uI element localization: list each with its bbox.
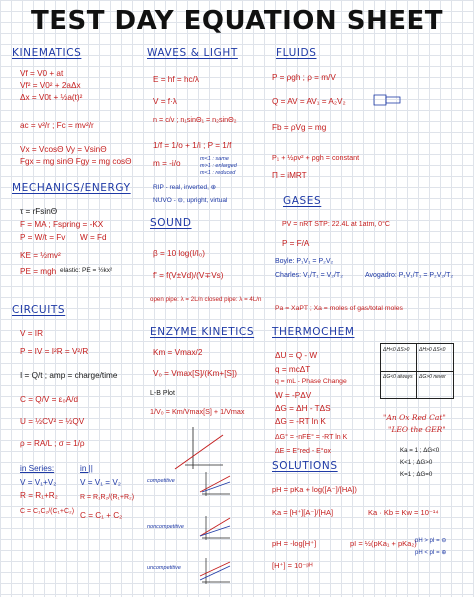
circuits-eq-5: U = ½CV² = ½QV [20, 417, 85, 426]
mechanics-eq-6: PE = mgh [20, 267, 57, 276]
enzyme-label-uncompetitive: uncompetitive [147, 565, 181, 571]
sound-eq-1: β = 10 log(I/I₀) [153, 249, 206, 258]
kinematics-eq-2: Vf² = V0² + 2aΔx [20, 81, 81, 90]
parallel-eq-2: R = R₁R₂/(R₁+R₂) [80, 494, 135, 501]
solutions-note-2: pH < pI = ⊕ [415, 550, 447, 556]
solutions-eq-3: Ka · Kb = Kw = 10⁻¹⁴ [368, 508, 439, 517]
section-enzyme: ENZYME KINETICS [150, 326, 255, 338]
solutions-eq-4: pH = -log[H⁺] [272, 539, 317, 548]
section-solutions: SOLUTIONS [272, 460, 338, 472]
waves-eq-2: V = f·λ [153, 97, 177, 106]
thermochem-eq-1: ΔU = Q - W [275, 351, 318, 360]
section-mechanics: MECHANICS/ENERGY [12, 182, 131, 194]
gases-eq-6: Pa = XaPT ; Xa = moles of gas/total moles [275, 305, 403, 312]
mechanics-eq-7: elastic: PE = ½kx² [60, 267, 113, 274]
gases-eq-1: PV = nRT STP: 22.4L at 1atm, 0°C [282, 221, 390, 228]
kinematics-eq-5: Vx = VcosΘ Vy = VsinΘ [20, 145, 107, 154]
circuits-eq-3: I = Q/t ; amp = charge/time [20, 371, 118, 380]
gases-eq-5: Avogadro: P₁V₁/T₁ = P₂V₂/T₂ [365, 272, 454, 279]
waves-note-1: m<1 : same [200, 156, 229, 162]
waves-eq-6: RIP - real, inverted, ⊕ [153, 184, 217, 191]
series-label: in Series: [20, 464, 55, 473]
parallel-label: in || [80, 464, 93, 473]
solutions-eq-2: Ka = [H⁺][A⁻]/[HA] [272, 508, 334, 517]
parallel-eq-3: C = C₁ + C₂ [80, 511, 123, 520]
enzyme-eq-1: Km = Vmax/2 [153, 348, 203, 357]
mechanics-eq-4: W = Fd [80, 233, 107, 242]
waves-eq-3: n = c/v ; n₁sinΘ₁ = n₂sinΘ₂ [153, 115, 237, 124]
circuits-eq-2: P = IV = I²R = V²/R [20, 347, 89, 356]
enzyme-label-competitive: competitive [147, 478, 175, 484]
circuits-eq-4: C = Q/V = ε₀A/d [20, 395, 79, 404]
section-gases: GASES [283, 195, 322, 207]
section-fluids: FLUIDS [276, 47, 317, 59]
thermochem-eq-2: q = mcΔT [275, 365, 311, 374]
enzyme-eq-4: 1/V₀ = Km/Vmax[S] + 1/Vmax [150, 407, 245, 416]
kinematics-eq-6: Fgx = mg sinΘ Fgy = mg cosΘ [20, 157, 132, 166]
fluids-eq-1: P = ρgh ; ρ = m/V [272, 73, 336, 82]
fluids-eq-2: Q = AV = AV₁ = A₂V₂ [272, 97, 346, 106]
section-kinematics: KINEMATICS [12, 47, 82, 59]
mechanics-eq-3: P = W/t = Fv [20, 233, 66, 242]
thermochem-eq-5: ΔG = ΔH - TΔS [275, 404, 331, 413]
gases-eq-3: Boyle: P₁V₁ = P₂V₂ [275, 258, 334, 265]
table-cell-1: ΔH<0 ΔS>0 [383, 347, 410, 353]
waves-eq-1: E = hf = hc/λ [153, 75, 199, 84]
section-sound: SOUND [150, 217, 192, 229]
series-eq-1: V = V₁+V₂ [20, 478, 57, 487]
table-cell-3: ΔG<0 always [383, 374, 413, 380]
section-waves: WAVES & LIGHT [147, 47, 238, 59]
enzyme-eq-3: L-B Plot [150, 390, 175, 397]
competitive-graph [196, 470, 232, 496]
equilibria-eq-3: K=1 ; ΔG=0 [400, 471, 433, 478]
mnemonic-leo: "LEO the GER" [388, 425, 446, 434]
thermochem-eq-3: q = mL - Phase Change [275, 378, 347, 385]
enzyme-eq-2: V₀ = Vmax[S]/(Km+[S]) [153, 369, 237, 378]
thermochem-table [380, 343, 454, 399]
table-cell-4: ΔG>0 never [419, 374, 446, 380]
fluids-eq-3: Fb = ρVg = mg [272, 123, 327, 132]
mnemonic-an-ox: "An Ox Red Cat" [383, 413, 446, 422]
series-eq-2: R = R₁+R₂ [20, 491, 58, 500]
gases-eq-2: P = F/A [282, 239, 310, 248]
kinematics-eq-1: Vf = V0 + at [20, 69, 64, 78]
series-eq-3: C = C₁C₂/(C₁+C₂) [20, 508, 75, 515]
equilibria-eq-2: K<1 ; ΔG>0 [400, 459, 433, 466]
circuits-eq-1: V = IR [20, 329, 43, 338]
solutions-note-1: pH > pI = ⊖ [415, 538, 447, 544]
fluids-eq-4: P₁ + ½ρv² + ρgh = constant [272, 153, 360, 162]
uncompetitive-graph [196, 556, 232, 586]
fluids-eq-5: Π = iMRT [272, 171, 307, 180]
waves-note-2: m>1 : enlarged [200, 163, 237, 169]
mechanics-eq-2: F = MA ; Fspring = -KX [20, 220, 104, 229]
thermochem-eq-6: ΔG = -RT ln K [275, 417, 326, 426]
pipe-icon [372, 92, 406, 108]
solutions-eq-1: pH = pKa + log([A⁻]/[HA]) [272, 485, 357, 494]
solutions-eq-5: pI = ½(pKa₁ + pKa₂) [350, 539, 417, 548]
gases-eq-4: Charles: V₁/T₁ = V₂/T₂ [275, 272, 343, 279]
kinematics-eq-3: Δx = V0t + ½a(t)² [20, 93, 83, 102]
circuits-eq-6: ρ = RA/L ; σ = 1/ρ [20, 439, 85, 448]
thermochem-eq-8: ΔE = E°red - E°ox [275, 448, 331, 455]
waves-eq-4: 1/f = 1/o + 1/i ; P = 1/f [153, 141, 232, 150]
section-circuits: CIRCUITS [12, 304, 66, 316]
waves-eq-5: m = -i/o [153, 159, 181, 168]
kinematics-eq-4: ac = v²/r ; Fc = mv²/r [20, 121, 94, 130]
noncompetitive-graph [196, 514, 232, 540]
thermochem-eq-4: W = -PΔV [275, 391, 312, 400]
sound-eq-2: f' = f(V±Vd)/(V∓Vs) [153, 271, 224, 280]
enzyme-label-noncompetitive: noncompetitive [147, 524, 184, 530]
solutions-eq-6: [H⁺] = 10⁻ᵖᴴ [272, 561, 313, 570]
thermochem-eq-7: ΔG° = -nFE° = -RT ln K [275, 434, 348, 441]
section-thermochem: THERMOCHEM [272, 326, 355, 338]
page-title: TEST DAY EQUATION SHEET [31, 6, 443, 36]
mechanics-eq-1: τ = rFsinΘ [20, 207, 58, 216]
sound-eq-3: open pipe: λ = 2L/n closed pipe: λ = 4L/n [150, 296, 262, 303]
mechanics-eq-5: KE = ½mv² [20, 251, 61, 260]
parallel-eq-1: V = V₁ = V₂ [80, 478, 121, 487]
equilibria-eq-1: Ka = 1 ; ΔG<0 [400, 447, 440, 454]
waves-note-3: m<1 : reduced [200, 170, 236, 176]
lb-plot-graph [165, 425, 225, 470]
table-cell-2: ΔH>0 ΔS<0 [419, 347, 446, 353]
waves-eq-7: NUVO - ⊖, upright, virtual [153, 197, 228, 204]
